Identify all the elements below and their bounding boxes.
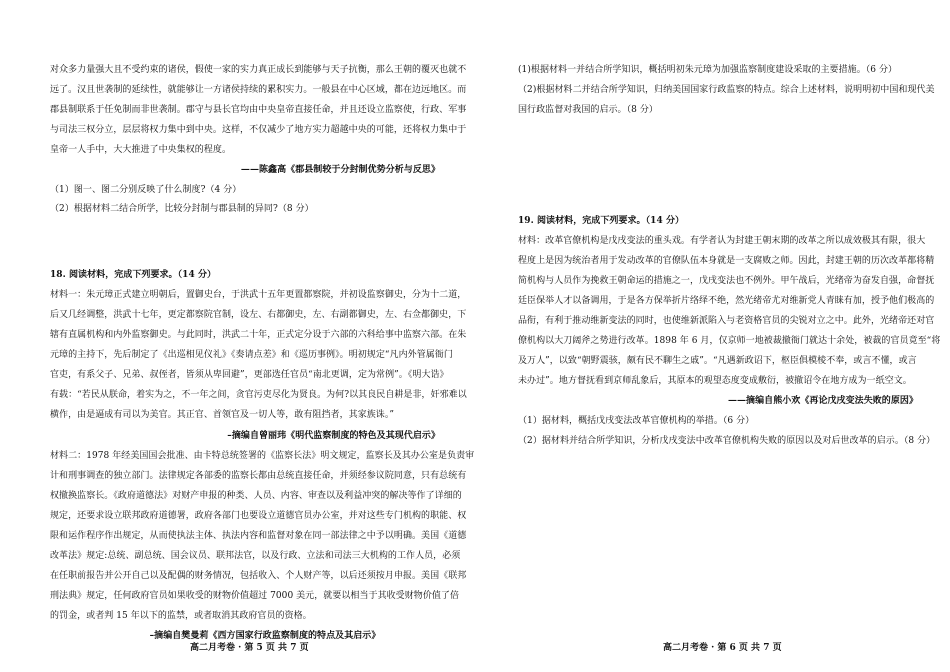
question-19-title: 19. 阅读材料，完成下列要求。（14 分）: [518, 216, 685, 226]
source-citation: –摘编自曾丽玮《明代监察制度的特色及其现代启示》: [227, 431, 440, 441]
material-line: 官吏，有系父子、兄弟、叔侄者，皆须从卑回避”，更部选任官员“南北更调，定为常例”。《明大诰》: [50, 370, 449, 380]
material-line: 及万人”，以致“朝野震骇，颇有民不聊生之戚”。“凡遇新政诏下，枢臣俱模棱不奉，或言不懂，或言: [518, 356, 917, 366]
material-line: 规定，还要求设立联邦政府道德署，政府各部门也要设立道德官员办公室，并对这些专门机构的职能、权: [50, 511, 467, 521]
material-line: 刑法典》规定，任何政府官员如果收受的财物价值超过 7000 美元，就要以相当于其收受财物价值了倍: [50, 591, 460, 601]
material-line: 僚机构以大刀阔斧之势进行改革。1898 年 6 月，仅京师一地被裁撤衙门就达十余处，被裁的官员竟至“将: [518, 336, 941, 346]
material-line: 辖有直属机构和内外监察御史。与此同时，洪武二十年，正式定分设于六部的六科给事中监察六部。在朱: [50, 330, 467, 340]
material-line: 后又几经调整，洪武十七年，更定都察院官制，设左、右都御史，左、右副都御史，左、右佥都御史，下: [50, 310, 467, 320]
material-line: 廷臣保举人才以备调用，于是各方保举折片络绎不绝，然光绪帝尤对维新党人青睐有加，授予他们极高的: [518, 296, 935, 306]
question-1: （1）图一、图二分别反映了什么制度?（4 分）: [50, 185, 242, 195]
question-2: （2）根据材料二结合所学，比较分封制与郡县制的异同?（8 分）: [50, 204, 314, 214]
question-18-title: 18. 阅读材料，完成下列要求。（14 分）: [50, 270, 217, 280]
material-line: 横作，由是逼成有司以为美官。其正官、首领官及一切人等，敢有阻挡者，其家族诛。”: [50, 410, 395, 420]
paragraph-line: 对众多力量强大且不受约束的诸侯，假使一家的实力真正成长到能够与天子抗衡，那么王朝的覆灭也就不: [50, 65, 467, 75]
material-line: 有载：“若民从朕命，着实为之，不一年之间，贪官污吏尽化为贤良。为何?以其良民自耕是非，奸邪难以: [50, 390, 467, 400]
material-line: 计和刑事调查的独立部门。法律规定各部委的监察长都由总统直接任命，并须经参议院同意，只有总统有: [50, 471, 467, 481]
question-19-1: （1）据材料，概括戊戌变法改革官僚机构的举措。（6 分）: [518, 416, 755, 426]
paragraph-line: 郡县制联系于任免制而非世袭制。郡守与县长官均由中央皇帝直接任命，并且还设立监察使，行政、军事: [50, 105, 467, 115]
paragraph-line: 远了。汉且世袭制的延续性，就能够让一方诸侯持续的累积实力。一般县在中心区域，都在边远地区。而: [50, 85, 467, 95]
material-line: 品衔，有利于推动维新变法的同时，也使维新派陷入与老资格官员的尖锐对立之中。此外，光绪帝还对官: [518, 316, 935, 326]
question-18-1: (1)根据材料一并结合所学知识，概括明初朱元璋为加强监察制度建设采取的主要措施。（6 分）: [518, 65, 898, 75]
material-line: 权撤换监察长。《政府道德法》对财产申报的种类、人员、内容、审查以及利益冲突的解决等作了详细的: [50, 491, 462, 501]
page-footer-right: 高二月考卷 · 第 6 页 共 7 页: [663, 643, 782, 653]
material-line: 改革法》规定:总统、副总统、国会议员、联邦法官，以及行政、立法和司法三大机构的工作人员，必须: [50, 551, 461, 561]
source-citation: –摘编自樊曼莉《西方国家行政监察制度的特点及其启示》: [149, 631, 381, 641]
material-line: 程度上是因为统治者用于发动改革的官僚队伍本身就是一支腐败之师。因此，封建王朝的历次改革都将精: [518, 256, 935, 266]
material-line: 材料：改革官僚机构是戊戌变法的重头戏。有学者认为封建王朝末期的改革之所以成效极其有限，很大: [518, 236, 926, 246]
material-line: 在任职前报告并公开自己以及配偶的财务情况，包括收入、个人财产等，以后还须按月申报。美国《联邦: [50, 571, 467, 581]
question-19-2: （2）据材料并结合所学知识，分析戊戌变法中改革官僚机构失败的原因以及对后世改革的启示。（8 分）: [518, 436, 936, 446]
material-line: 元璋的主持下，先后制定了《出巡相见仪礼》《奏请点差》和《巡历事例》。明初规定“凡内外管属衙门: [50, 350, 453, 360]
material-line: 材料一：朱元璋正式建立明朝后，置御史台，于洪武十五年更置都察院，并初设监察御史，分为十二道，: [50, 290, 467, 300]
material-line: 的罚金，或者判 15 年以下的监禁，或者取消其政府官员的资格。: [50, 611, 312, 621]
question-18-2-line: （2)根据材料二并结合所学知识，归纳美国国家行政监察的特点。综合上述材料，说明明初中国和现代美: [518, 85, 935, 95]
source-citation: ——摘编自熊小欢《再论戊戌变法失败的原因》: [727, 396, 918, 406]
paragraph-line: 皇帝一人手中，大大推进了中央集权的程度。: [50, 145, 232, 155]
material-line: 简机构与人员作为挽救王朝命运的措施之一，戊戌变法也不例外。甲午战后，光绪帝为奋发自强，命督抚: [518, 276, 935, 286]
material-line: 材料二：1978 年经美国国会批准、由卡特总统签署的《监察长法》明文规定，监察长及其办公室是负责审: [50, 451, 475, 461]
page-footer-left: 高二月考卷 · 第 5 页 共 7 页: [190, 643, 309, 653]
material-line: 限和运作程序作出规定，从而使执法主体、执法内容和监督对象在同一部法律之中予以明确。美国《道德: [50, 531, 467, 541]
question-18-2-line: 国行政监督对我国的启示。（8 分）: [518, 105, 658, 115]
paragraph-line: 与司法三权分立，层层将权力集中到中央。这样，不仅减少了地方实力超越中央的可能，还将权力集中于: [50, 125, 467, 135]
material-line: 未办过”。地方督抚看到京师乱象后，其原本的观望态度变成敷衍，被撤诏令在地方成为一纸空文。: [518, 376, 912, 386]
source-citation: ——陈鑫高《郡县制较于分封制优势分析与反思》: [240, 165, 440, 175]
